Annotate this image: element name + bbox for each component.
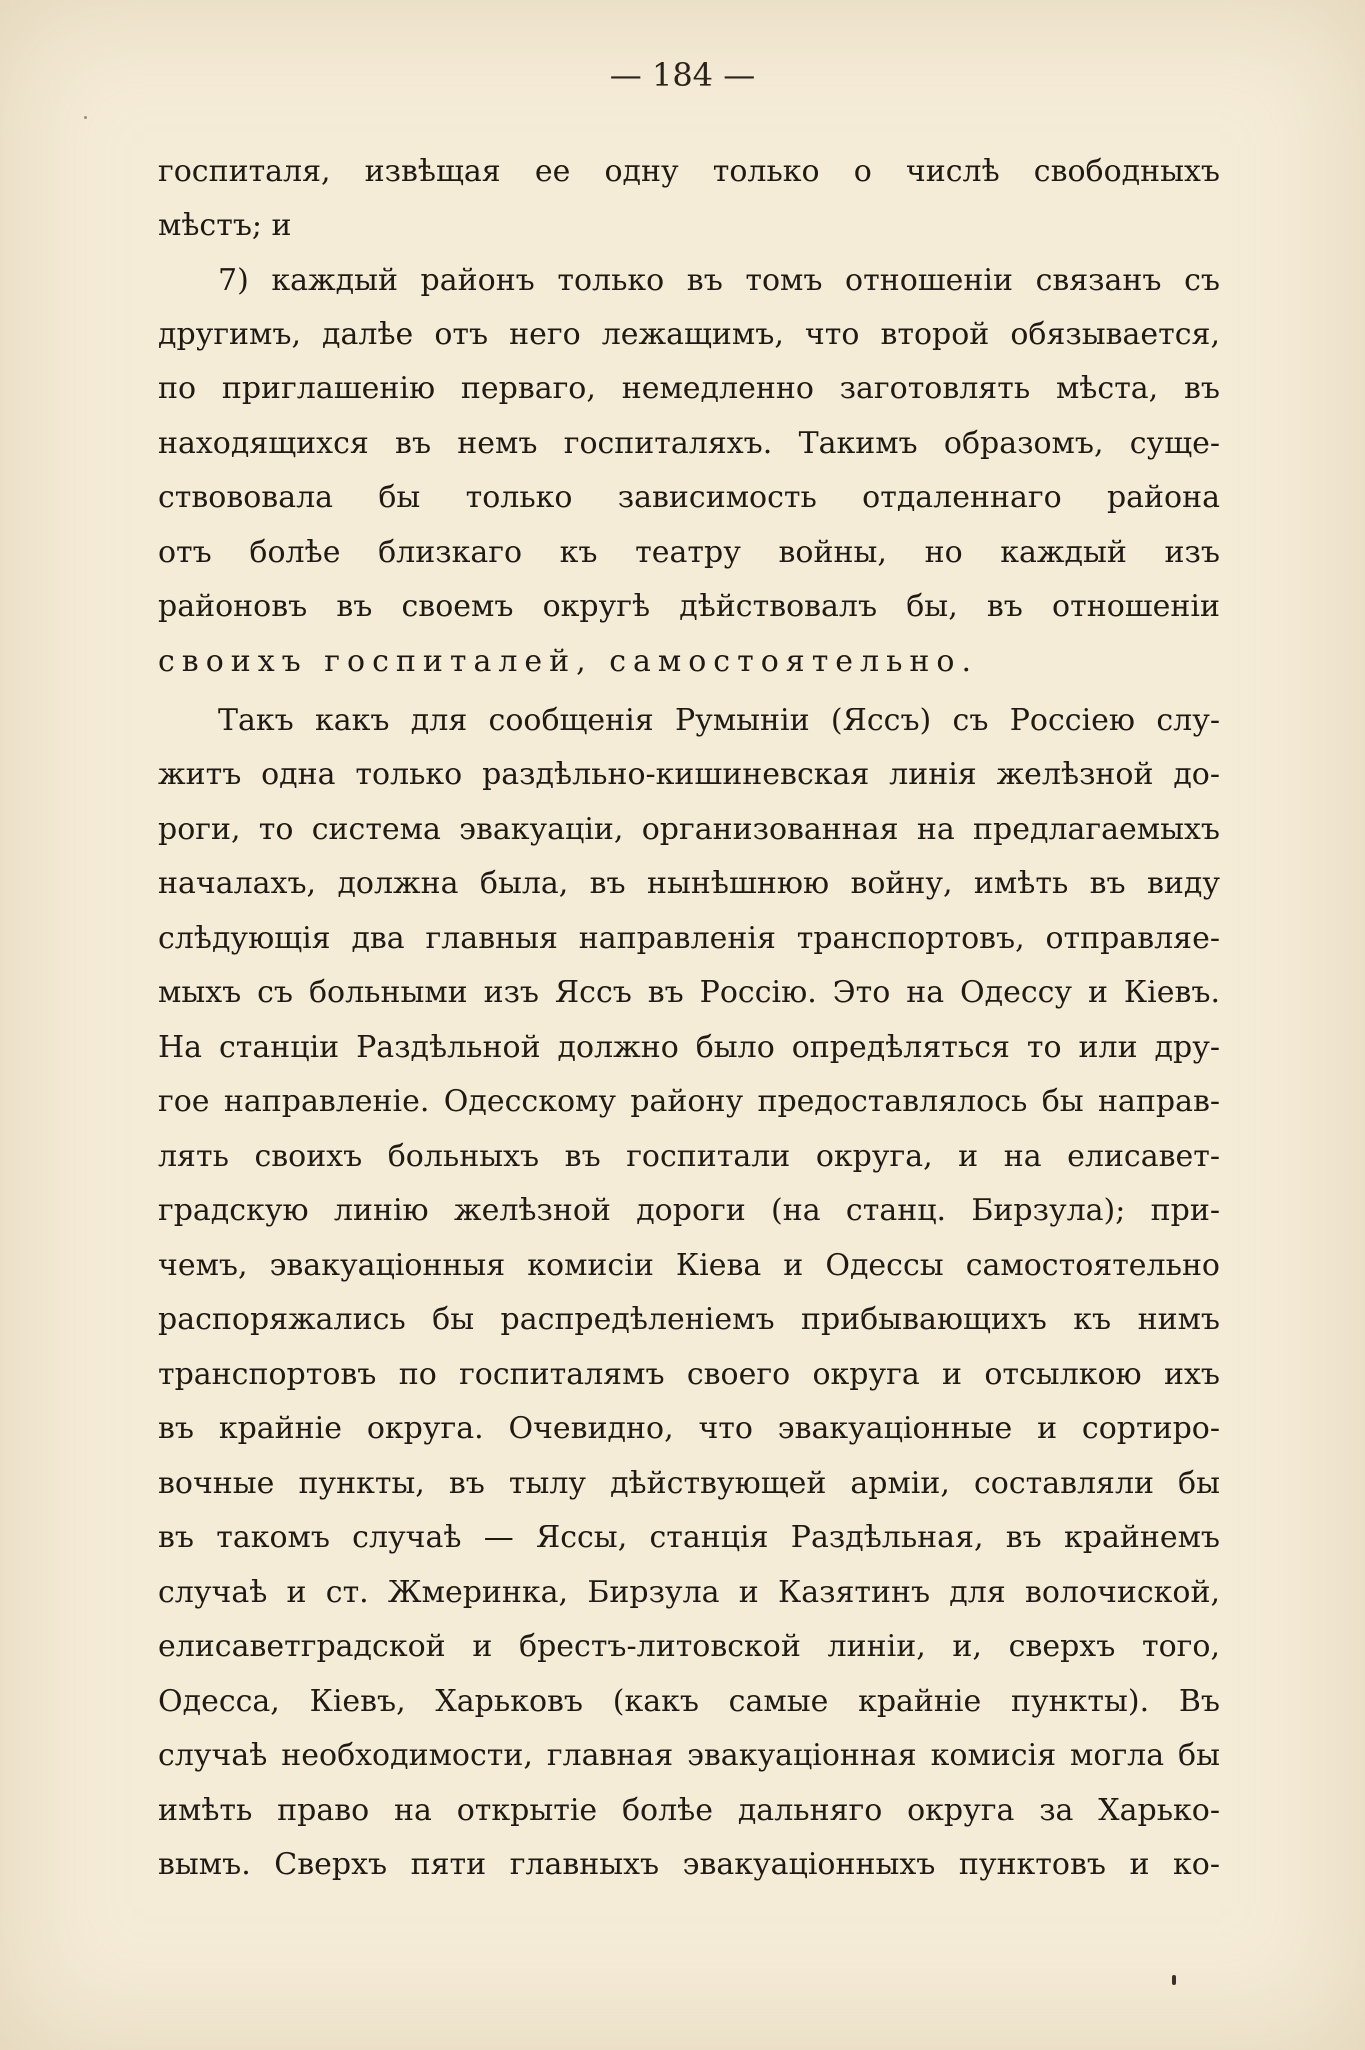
text-line: На станціи Раздѣльной должно было опредѣляться то или дру- xyxy=(158,1030,1220,1065)
text-line: мыхъ съ больными изъ Яссъ въ Россію. Это на Одессу и Кіевъ. xyxy=(158,975,1220,1010)
text-line: началахъ, должна была, въ нынѣшнюю войну, имѣть въ виду xyxy=(158,866,1220,901)
text-line: распоряжались бы распредѣленіемъ прибывающихъ къ нимъ xyxy=(158,1302,1220,1337)
text-line: случаѣ необходимости, главная эвакуаціонная комисія могла бы xyxy=(158,1738,1220,1773)
text-line: вымъ. Сверхъ пяти главныхъ эвакуаціонныхъ пунктовъ и ко- xyxy=(158,1847,1220,1882)
text-line: елисаветградской и брестъ-литовской линіи, и, сверхъ того, xyxy=(158,1629,1220,1664)
text-line: роги, то система эвакуаціи, организованная на предлагаемыхъ xyxy=(158,812,1220,847)
text-line: лять своихъ больныхъ въ госпитали округа, и на елисавет- xyxy=(158,1139,1220,1174)
paper-speck xyxy=(84,116,87,119)
text-line: мѣстъ; и xyxy=(158,208,292,243)
text-line: гое направленіе. Одесскому району предоставлялось бы направ- xyxy=(158,1084,1220,1119)
text-line: транспортовъ по госпиталямъ своего округа и отсылкою ихъ xyxy=(158,1357,1220,1392)
text-line: Одесса, Кіевъ, Харьковъ (какъ самые крайніе пункты). Въ xyxy=(158,1684,1220,1719)
ink-mark xyxy=(1172,1975,1176,1985)
text-line: вочные пункты, въ тылу дѣйствующей арміи, составляли бы xyxy=(158,1466,1220,1501)
text-line: другимъ, далѣе отъ него лежащимъ, что второй обязывается, xyxy=(158,317,1220,352)
text-line: въ крайніе округа. Очевидно, что эвакуаціонные и сортиро- xyxy=(158,1411,1220,1446)
text-line: находящихся въ немъ госпиталяхъ. Такимъ образомъ, суще- xyxy=(158,426,1220,461)
text-line: госпиталя, извѣщая ее одну только о числѣ свободныхъ xyxy=(158,154,1220,189)
text-line: Такъ какъ для сообщенія Румыніи (Яссъ) съ Россіею слу- xyxy=(218,703,1220,738)
text-line: имѣть право на открытіе болѣе дальняго округа за Харько- xyxy=(158,1793,1220,1828)
text-line: слѣдующія два главныя направленія транспортовъ, отправляе- xyxy=(158,921,1220,956)
text-line: въ такомъ случаѣ — Яссы, станція Раздѣльная, въ крайнемъ xyxy=(158,1520,1220,1555)
text-line: случаѣ и ст. Жмеринка, Бирзула и Казятинъ для волочиской, xyxy=(158,1575,1220,1610)
text-line: житъ одна только раздѣльно-кишиневская линія желѣзной до- xyxy=(158,757,1220,792)
text-line: районовъ въ своемъ округѣ дѣйствовалъ бы, въ отношеніи xyxy=(158,589,1220,624)
text-line: ствововала бы только зависимость отдаленнаго района xyxy=(158,480,1220,515)
text-line: своихъ госпиталей, самостоятельно. xyxy=(158,644,979,679)
page-number: — 184 — xyxy=(609,56,756,94)
text-line: чемъ, эвакуаціонныя комисіи Кіева и Одессы самостоятельно xyxy=(158,1248,1220,1283)
text-line: отъ болѣе близкаго къ театру войны, но каждый изъ xyxy=(158,535,1220,570)
text-line: 7) каждый районъ только въ томъ отношеніи связанъ съ xyxy=(218,263,1220,298)
text-line: по приглашенію перваго, немедленно заготовлять мѣста, въ xyxy=(158,371,1220,406)
text-line: градскую линію желѣзной дороги (на станц. Бирзула); при- xyxy=(158,1193,1220,1228)
